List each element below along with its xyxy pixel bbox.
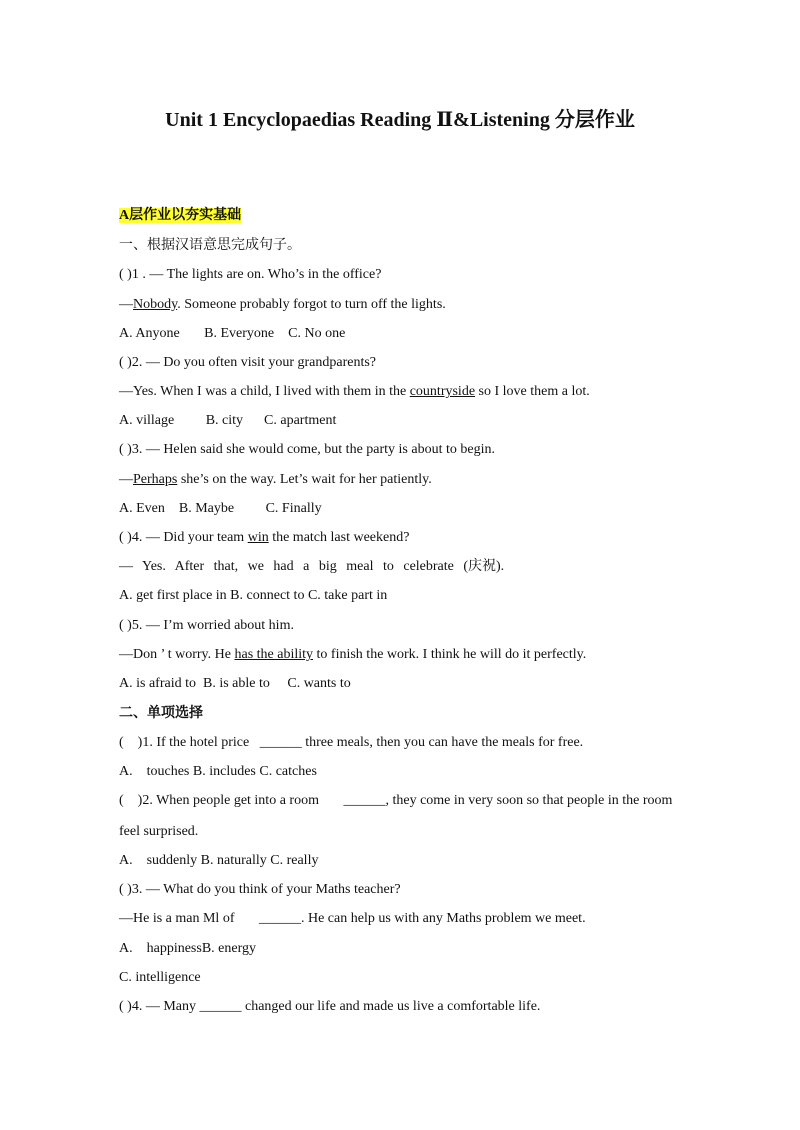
q1-stem: ( )1 . — The lights are on. Who’s in the office? [119, 267, 382, 282]
q4-stem-pre: ( )4. — Did your team [119, 530, 248, 545]
q2-answer-underlined: countryside [409, 384, 476, 399]
section-a-label [119, 207, 241, 225]
q5-answer-post: to finish the work. I think he will do it perfectly. [313, 647, 587, 662]
q3-options: A. Even B. Maybe C. Finally [119, 501, 322, 516]
q1-answer-underlined: Nobody [133, 297, 178, 312]
q4-stem [119, 529, 409, 547]
m4-stem: ( )4. — Many ______ changed our life and made us live a comfortable life. [119, 999, 541, 1014]
q3-answer-post: she’s on the way. Let’s wait for her patiently. [177, 472, 432, 487]
part1-heading: 一、根据汉语意思完成句子。 [119, 238, 301, 253]
q5-stem: ( )5. — I’m worried about him. [119, 618, 294, 633]
q2-options: A. village B. city C. apartment [119, 413, 337, 428]
m3-answer: —He is a man Ml of ______. He can help us with any Maths problem we meet. [119, 911, 586, 926]
q3-answer-underlined: Perhaps [133, 472, 178, 487]
q4-answer: — Yes. After that, we had a big meal to celebrate (庆祝). [119, 559, 505, 574]
q5-answer [119, 646, 586, 664]
q1-answer-pre: — [119, 297, 133, 312]
q2-answer-post: so I love them a lot. [475, 384, 590, 399]
q3-answer-pre: — [119, 472, 133, 487]
m3-options-1: A. happinessB. energy [119, 941, 256, 956]
part2-heading: 二、单项选择 [119, 706, 203, 721]
q1-answer [119, 296, 446, 314]
m3-options-2: C. intelligence [119, 970, 201, 985]
m2-stem-continued: feel surprised. [119, 824, 199, 839]
m3-stem: ( )3. — What do you think of your Maths teacher? [119, 882, 401, 897]
section-a-highlight: A层作业以夯实基础 [119, 208, 242, 223]
q4-options: A. get first place in B. connect to C. take part in [119, 588, 388, 603]
q1-answer-post: . Someone probably forgot to turn off the lights. [177, 297, 446, 312]
q2-stem: ( )2. — Do you often visit your grandparents? [119, 355, 376, 370]
m1-options: A. touches B. includes C. catches [119, 764, 317, 779]
q3-answer [119, 471, 432, 489]
m2-stem: ( )2. When people get into a room ______, they come in very soon so that people in the room [119, 793, 673, 808]
document-title: Unit 1 Encyclopaedias Reading Ⅱ&Listening 分层作业 [165, 109, 635, 131]
q2-answer [119, 383, 590, 401]
q5-answer-underlined: has the ability [234, 647, 314, 662]
q4-stem-underlined: win [247, 530, 269, 545]
q4-stem-post: the match last weekend? [268, 530, 410, 545]
m1-stem: ( )1. If the hotel price ______ three meals, then you can have the meals for free. [119, 735, 584, 750]
q2-answer-pre: —Yes. When I was a child, I lived with them in the [119, 384, 410, 399]
q3-stem: ( )3. — Helen said she would come, but the party is about to begin. [119, 442, 495, 457]
q5-answer-pre: —Don ’ t worry. He [119, 647, 235, 662]
q5-options: A. is afraid to B. is able to C. wants to [119, 676, 351, 691]
m2-options: A. suddenly B. naturally C. really [119, 853, 319, 868]
q1-options: A. Anyone B. Everyone C. No one [119, 326, 346, 341]
